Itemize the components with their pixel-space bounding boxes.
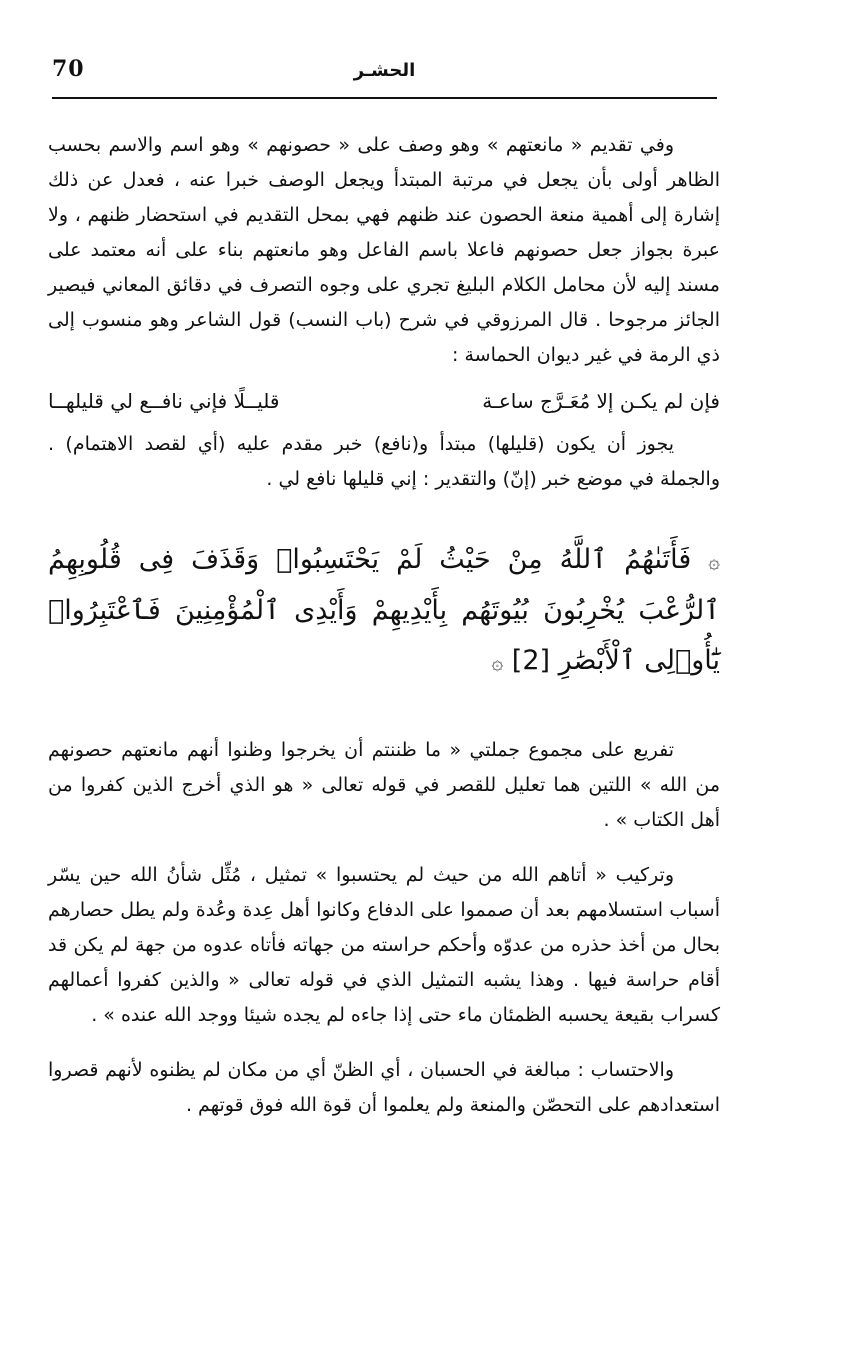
- quran-verse-number: [2]: [511, 645, 551, 676]
- verse-second-hemistich: قليــلًا فإني نافــع لي قليلهــا: [48, 389, 280, 413]
- running-title: الحشـر: [353, 60, 416, 81]
- paragraph-commentary-5: والاحتساب : مبالغة في الحسبان ، أي الظنّ أي من مكان لم يظنوه لأنهم قصروا استعدادهم على التحصّن والمنعة ولم يعلموا أن قوة الله فوق قوتهم .: [48, 1059, 720, 1116]
- quran-verse-text: فَأَتَىٰهُمُ ٱللَّهُ مِنْ حَيْثُ لَمْ يَحْتَسِبُوا۟ وَقَذَفَ فِى قُلُوبِهِمُ ٱلرُّعْبَ يُخْرِبُونَ بُيُوتَهُم بِأَيْدِيهِمْ وَأَيْدِى ٱلْمُؤْمِنِينَ فَٱعْتَبِرُوا۟ يَٰٓأُو۟لِى ٱلْأَبْصَٰرِ: [48, 544, 720, 676]
- paragraph-commentary-3: تفريع على مجموع جملتي « ما ظننتم أن يخرجوا وظنوا أنهم مانعتهم حصونهم من الله » اللتين هما تعليل للقصر في قوله تعالى « هو الذي أخرج الذين كفروا من أهل الكتاب » .: [48, 739, 720, 831]
- paragraph-gap: [48, 1033, 720, 1053]
- page-header: [52, 56, 717, 96]
- quran-verse-block: [48, 535, 720, 687]
- paragraph-commentary-4: وتركيب « أتاهم الله من حيث لم يحتسبوا » تمثيل ، مُثِّل شأنُ الله حين يسّر أسباب استسلامهم بعد أن صمموا على الدفاع وكانوا أهل عِدة وعُدة ولم يطل حصارهم بحال من أخذ حذره من عدوّه وأحكم حراسته من جهاته فأتاه عدوه من جهة لم يكن قد أقام حراسة فيها . وهذا يشبه التمثيل الذي في قوله تعالى « والذين كفروا أعمالهم كسراب بقيعة يحسبه الظمئان ماء حتى إذا جاءه لم يجده شيئا ووجد الله عنده » .: [48, 864, 720, 1026]
- verse-open-ornament-icon: ۞: [708, 549, 720, 573]
- verse-close-ornament-icon: ۞: [491, 650, 504, 674]
- header-rule: [52, 97, 717, 99]
- paragraph-gap: [48, 838, 720, 858]
- page-number: 70: [52, 56, 85, 82]
- page-body: [48, 128, 720, 1123]
- poetry-verse: [48, 383, 720, 419]
- verse-first-hemistich: فإن لم يكـن إلا مُعَـرَّج ساعـة: [482, 389, 720, 413]
- paragraph-commentary-2: يجوز أن يكون (قليلها) مبتدأ و(نافع) خبر مقدم عليه (أي لقصد الاهتمام) . والجملة في موضع خبر (إنّ) والتقدير : إني قليلها نافع لي .: [48, 433, 720, 490]
- paragraph-commentary-1: وفي تقديم « مانعتهم » وهو وصف على « حصونهم » وهو اسم والاسم بحسب الظاهر أولى بأن يجعل في مرتبة المبتدأ ويجعل الوصف خبرا عنه ، فعدل عن ذلك إشارة إلى أهمية منعة الحصون عند ظنهم فهي بمحل التقديم في استحضار ظنهم ، ولا عبرة بجواز جعل حصونهم فاعلا باسم الفاعل وهو مانعتهم بناء على أنه معتمد على مسند إليه لأن محامل الكلام البليغ تجري على وجوه التصرف في دقائق المعاني فيصير الجائز مرجوحا . قال المرزوقي في شرح (باب النسب) قول الشاعر وهو منسوب إلى ذي الرمة في غير ديوان الحماسة :: [48, 134, 720, 366]
